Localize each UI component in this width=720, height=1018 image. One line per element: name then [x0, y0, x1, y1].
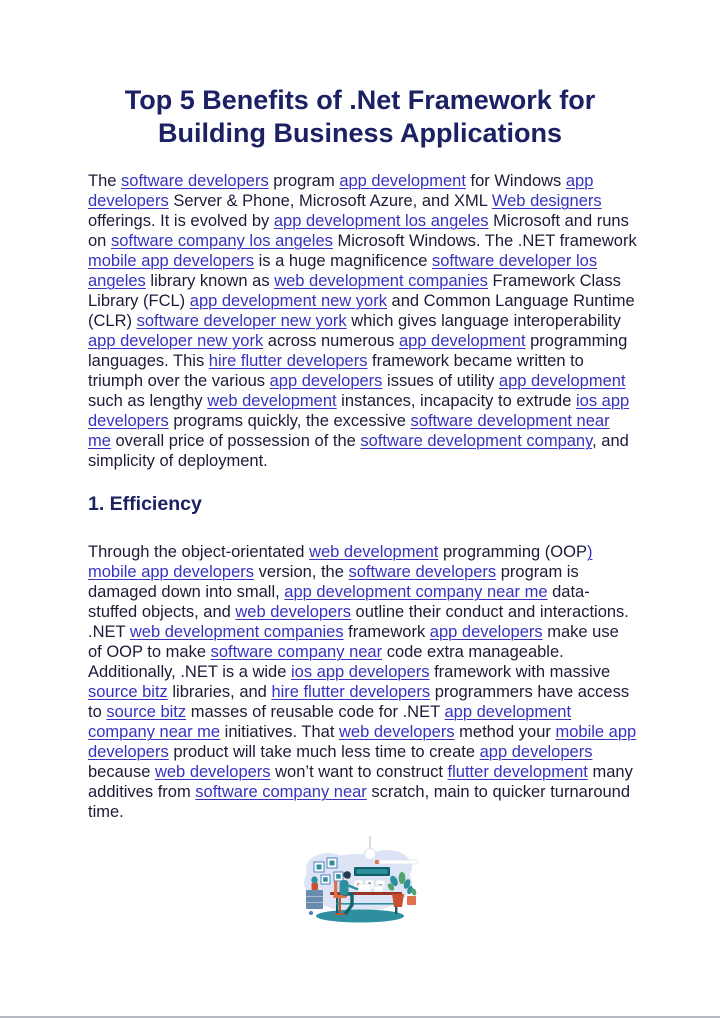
text-link[interactable]: app developers — [88, 172, 594, 210]
desk-illustration — [294, 836, 426, 928]
text-link[interactable]: software development company — [360, 432, 593, 450]
text-link[interactable]: app developer new york — [88, 332, 264, 350]
text-run: Through the object-orientated — [88, 543, 310, 561]
text-run: scratch, main to quicker turnaround time. — [88, 783, 631, 821]
text-run: make use of OOP to make — [88, 623, 619, 661]
text-run: because — [88, 763, 155, 781]
text-run: issues of utility — [382, 372, 499, 390]
text-link[interactable]: app development company near me — [88, 703, 572, 741]
document-title: Top 5 Benefits of .Net Framework for Building Business Applications — [124, 85, 596, 148]
text-link[interactable]: hire flutter developers — [208, 352, 368, 370]
text-link[interactable]: web development companies — [274, 272, 488, 290]
text-run: instances, incapacity to extrude — [336, 392, 576, 410]
text-link[interactable]: web development — [309, 543, 439, 561]
text-link[interactable]: ) mobile app developers — [88, 543, 593, 581]
text-run: such as lengthy — [88, 392, 208, 410]
text-run: and Common Language Runtime (CLR) — [88, 292, 635, 330]
text-run: outline their conduct and interactions. .NET — [88, 603, 629, 641]
text-run: which gives language interoperability — [346, 312, 621, 330]
text-run: libraries, and — [167, 683, 272, 701]
text-link[interactable]: web developers — [154, 763, 271, 781]
text-run: programming languages. This — [88, 332, 628, 370]
text-run: across numerous — [263, 332, 399, 350]
desk-illustration-svg — [294, 836, 426, 928]
text-link[interactable]: app development los angeles — [273, 212, 489, 230]
text-link[interactable]: flutter development — [447, 763, 588, 781]
text-link[interactable]: app developers — [479, 743, 593, 761]
text-run: programming (OOP — [438, 543, 587, 561]
floor-dot — [309, 911, 313, 915]
text-link[interactable]: web developers — [235, 603, 351, 621]
text-link[interactable]: app development new york — [189, 292, 387, 310]
text-link[interactable]: web development companies — [129, 623, 344, 641]
text-run: library known as — [145, 272, 275, 290]
intro-paragraph — [88, 171, 637, 471]
text-link[interactable]: mobile app developers — [88, 723, 637, 761]
text-run: offerings. It is evolved by — [88, 212, 274, 230]
text-link[interactable]: source bitz — [106, 703, 187, 721]
text-run: data-stuffed objects, and — [88, 583, 590, 621]
wall-shelf — [375, 860, 418, 864]
text-link[interactable]: ios app developers — [88, 392, 630, 430]
text-run: program is damaged down into small, — [88, 563, 579, 601]
text-run: won’t want to construct — [270, 763, 448, 781]
efficiency-paragraph — [88, 542, 637, 822]
text-run: program — [268, 172, 340, 190]
text-run: Microsoft and runs on — [88, 212, 629, 250]
text-run: initiatives. That — [220, 723, 339, 741]
text-run: version, the — [254, 563, 349, 581]
text-run: framework with massive — [429, 663, 611, 681]
text-link[interactable]: app developers — [269, 372, 383, 390]
text-link[interactable]: software developer los angeles — [88, 252, 598, 290]
text-run: product will take much less time to create — [168, 743, 480, 761]
text-link[interactable]: software development near me — [88, 412, 610, 450]
text-link[interactable]: hire flutter developers — [271, 683, 431, 701]
text-link[interactable]: software developer new york — [136, 312, 347, 330]
text-run: Framework Class Library (FCL) — [88, 272, 621, 310]
section-heading-efficiency: 1. Efficiency — [88, 493, 202, 515]
text-run: is a huge magnificence — [254, 252, 432, 270]
text-link[interactable]: software company near — [210, 643, 383, 661]
text-run: method your — [454, 723, 556, 741]
text-link[interactable]: app development — [339, 172, 466, 190]
text-link[interactable]: web development — [207, 392, 337, 410]
text-run: programs quickly, the excessive — [168, 412, 411, 430]
wall-board — [354, 867, 390, 876]
text-run: many additives from — [88, 763, 633, 801]
text-link[interactable]: software developers — [348, 563, 497, 581]
text-run: , and simplicity of deployment. — [88, 432, 629, 470]
text-link[interactable]: app development — [498, 372, 626, 390]
text-run: Server & Phone, Microsoft Azure, and XML — [168, 192, 492, 210]
text-run: framework became written to triumph over the various — [88, 352, 584, 390]
text-link[interactable]: mobile app developers — [88, 252, 255, 270]
text-link[interactable]: software developers — [121, 172, 269, 190]
text-link[interactable]: software company los angeles — [110, 232, 333, 250]
pendant-lamp-icon — [365, 836, 376, 860]
text-link[interactable]: software company near — [195, 783, 367, 801]
text-run: Microsoft Windows. The .NET framework — [332, 232, 637, 250]
text-link[interactable]: source bitz — [88, 683, 168, 701]
text-run: masses of reusable code for .NET — [186, 703, 445, 721]
text-run: overall price of possession of the — [110, 432, 361, 450]
text-run: code extra manageable. Additionally, .NET is a wide — [88, 643, 564, 681]
text-link[interactable]: Web designers — [491, 192, 602, 210]
text-run: The — [88, 172, 122, 190]
text-run: framework — [343, 623, 430, 641]
text-link[interactable]: ios app developers — [290, 663, 430, 681]
text-run: for Windows — [465, 172, 566, 190]
text-link[interactable]: app developers — [429, 623, 543, 641]
text-link[interactable]: web developers — [339, 723, 455, 741]
floor-ellipse — [316, 910, 404, 923]
text-link[interactable]: app development company near me — [284, 583, 548, 601]
text-run: programmers have access to — [88, 683, 630, 721]
text-link[interactable]: app development — [398, 332, 526, 350]
